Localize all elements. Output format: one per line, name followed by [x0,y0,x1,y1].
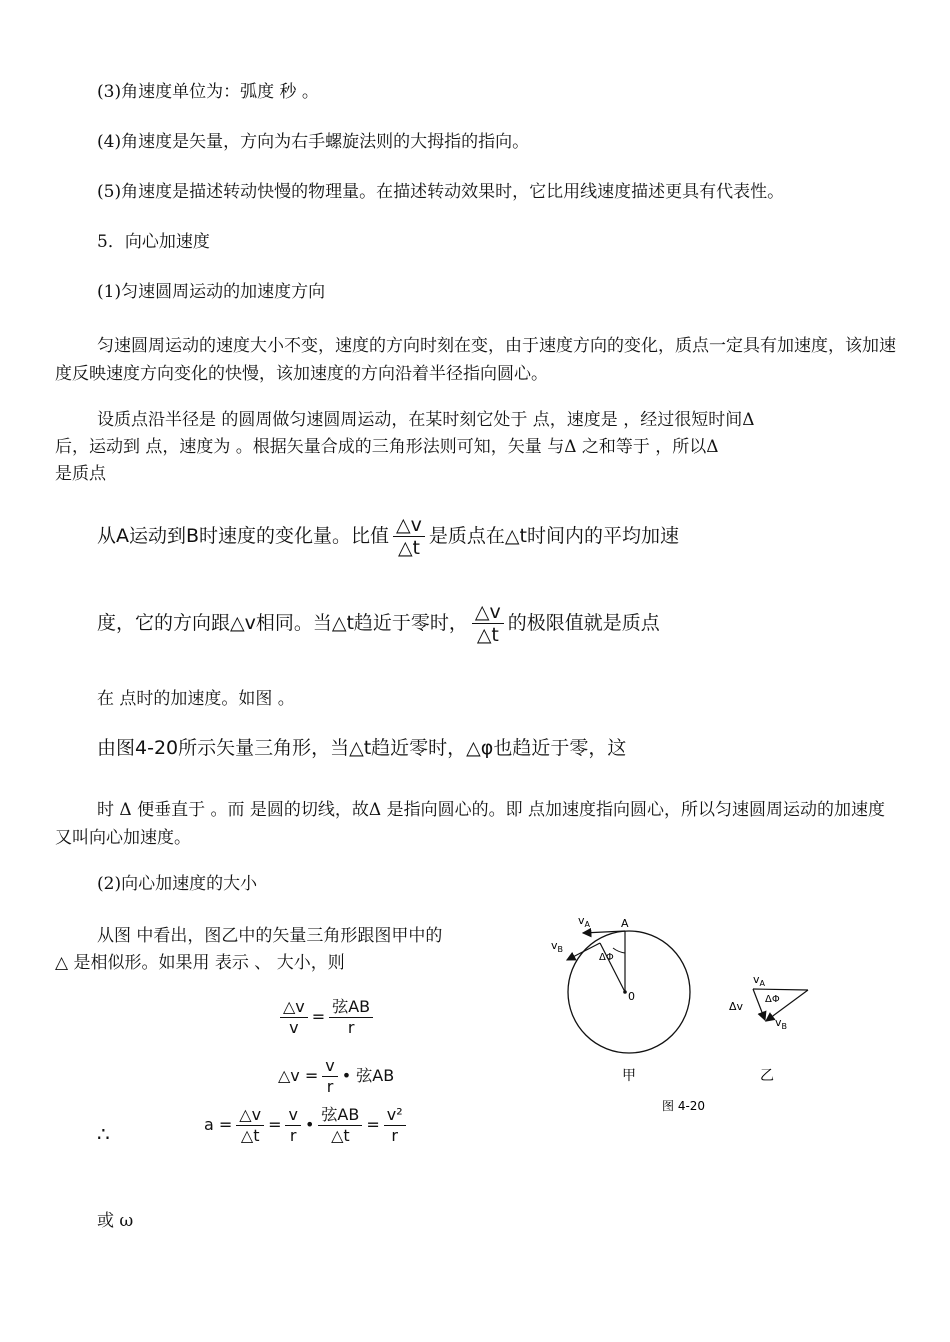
triangle-label-vB: $v_B$ [775,1016,788,1031]
eq3-dot: • [304,1115,315,1134]
therefore-symbol: ∴ [97,1122,110,1146]
eq2-fraction [322,1056,337,1097]
paragraph-derivation-line2: 后，运动到 点，速度为 。根据矢量合成的三角形法则可知，矢量 与Δ 之和等于 ，所以Δ [55,437,719,457]
line-angular-unit: (3)角速度单位为：弧度 秒 。 [97,82,319,102]
center-point [623,990,627,994]
eq3-eq2: = [366,1115,380,1134]
image-text-1a: 从A运动到B时速度的变化量。比值 [97,525,390,547]
eq3-frac4 [384,1105,406,1146]
figure-4-20 [540,905,830,1120]
eq1-num: △v [280,997,308,1018]
eq3-frac3 [318,1105,362,1146]
eq3-n3: 弦AB [318,1105,362,1126]
label-delta-phi: ΔΦ [599,952,614,963]
line-or-omega: 或 ω [97,1211,134,1231]
eq1-right-fraction [329,997,373,1038]
eq3-d1: △t [240,1126,260,1145]
fraction-denominator: △t [476,624,499,646]
eq3-eq1: = [268,1115,282,1134]
image-text-2a: 度，它的方向跟△v相同。当△t趋近于零时， [97,612,468,634]
eq2-den: r [326,1077,334,1096]
figure-caption: 图 4-20 [662,1099,706,1113]
triangle-label-dphi: ΔΦ [765,994,780,1005]
paragraph-acceleration-direction: 匀速圆周运动的速度大小不变，速度的方向时刻在变，由于速度方向的变化，质点一定具有加速度，该加速度反映速度方向变化的快慢，该加速度的方向沿着半径指向圆心。 [55,336,896,384]
eq3-d4: r [391,1126,398,1145]
eq3-n2: v [285,1105,300,1126]
image-text-limit [97,595,660,651]
vector-vB-arrow [567,943,600,960]
fraction-numerator: △v [393,514,425,537]
label-point-A: A [621,917,629,930]
section-heading-centripetal: 5．向心加速度 [97,232,210,252]
eq1-equals: = [311,1007,326,1026]
label-center-O: 0 [628,990,635,1003]
eq3-frac1 [236,1105,264,1146]
label-vB: $v_B$ [551,939,564,954]
eq1-rden: r [347,1018,355,1037]
radius-OB [600,943,625,992]
triangle-label-vA: $v_A$ [753,973,765,988]
triangle-vA [753,989,808,990]
paragraph-derivation-line3: 是质点 [55,464,106,484]
eq1-rnum: 弦AB [329,997,373,1018]
eq1-left-fraction [280,997,308,1038]
angle-arc [613,948,625,953]
eq3-d2: r [289,1126,297,1145]
image-text-1b: 是质点在△t时间内的平均加速 [428,525,679,547]
fraction-dv-dt [393,514,425,559]
eq3-a: a = [204,1115,233,1134]
eq3-n4: v² [384,1105,406,1126]
eq2-num: v [322,1056,337,1077]
paragraph-centripetal-conclusion: 时 Δ 便垂直于 。而 是圆的切线，故Δ 是指向圆心的。即 点加速度指向圆心，所以匀速圆周运动的加速度又叫向心加速度。 [55,800,885,848]
label-yi: 乙 [760,1068,774,1084]
eq3-frac2 [285,1105,300,1146]
image-text-2b: 的极限值就是质点 [507,612,660,634]
line-angular-description: (5)角速度是描述转动快慢的物理量。在描述转动效果时，它比用线速度描述更具有代表性。 [97,182,785,202]
fraction-denominator: △t [397,537,420,559]
equation-delta-v [278,1056,394,1097]
line-acceleration-at-point: 在 点时的加速度。如图 。 [97,689,295,709]
line-similar-triangles-1: 从图 中看出，图乙中的矢量三角形跟图甲中的 [97,926,443,946]
subheading-magnitude: (2)向心加速度的大小 [97,874,258,894]
label-vA: $v_A$ [578,914,590,929]
equation-ratio [276,997,377,1038]
label-jia: 甲 [622,1068,636,1084]
fraction-dv-dt-2 [472,601,504,646]
triangle-delta-v [753,989,765,1020]
line-angular-vector: (4)角速度是矢量，方向为右手螺旋法则的大拇指的指向。 [97,132,530,152]
fraction-numerator: △v [472,601,504,624]
equation-acceleration [204,1105,410,1146]
paragraph-derivation-line1: 设质点沿半径是 的圆周做匀速圆周运动，在某时刻它处于 点，速度是 ，经过很短时间Δ [97,410,755,430]
eq3-d3: △t [331,1126,350,1145]
eq3-n1: △v [236,1105,264,1126]
subheading-direction: (1)匀速圆周运动的加速度方向 [97,282,326,302]
image-text-vector-triangle: 由图4-20所示矢量三角形，当△t趋近零时，△φ也趋近于零，这 [97,737,627,759]
line-similar-triangles-2: △ 是相似形。如果用 表示 、 大小，则 [55,953,345,973]
image-text-average-acceleration [97,508,679,564]
eq1-den: v [289,1018,299,1037]
triangle-label-dv: Δv [729,1000,744,1013]
eq2-left: △v = [278,1066,319,1085]
eq2-right: • 弦AB [341,1066,395,1085]
